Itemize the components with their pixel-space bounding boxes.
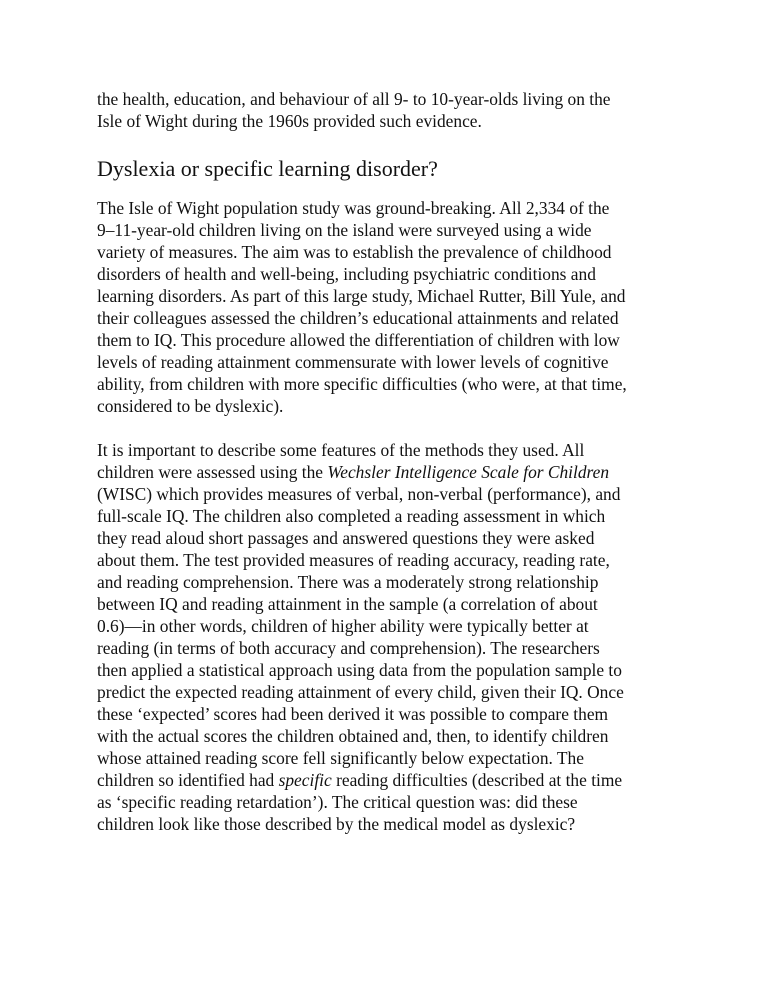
- text-segment: children so identified had: [97, 770, 279, 790]
- text-line: whose attained reading score fell significantly below expectation. The: [97, 748, 584, 768]
- text-line: these ‘expected’ scores had been derived it was possible to compare them: [97, 704, 609, 724]
- text-line: ability, from children with more specific difficulties (who were, at that time,: [97, 374, 627, 394]
- text-line: variety of measures. The aim was to establish the prevalence of childhood: [97, 242, 612, 262]
- text-line: Isle of Wight during the 1960s provided such evidence.: [97, 111, 482, 131]
- text-line: The Isle of Wight population study was ground-breaking. All 2,334 of the: [97, 198, 610, 218]
- text-line: full-scale IQ. The children also completed a reading assessment in which: [97, 506, 606, 526]
- italic-word: specific: [278, 770, 332, 790]
- text-line: they read aloud short passages and answered questions they were asked: [97, 528, 595, 548]
- text-line: the health, education, and behaviour of all 9- to 10-year-olds living on the: [97, 89, 611, 109]
- text-line: [97, 769, 697, 791]
- body-paragraph-2: [97, 439, 697, 835]
- text-line: It is important to describe some features of the methods they used. All: [97, 440, 585, 460]
- text-line: disorders of health and well-being, including psychiatric conditions and: [97, 264, 596, 284]
- section-heading: Dyslexia or specific learning disorder?: [97, 156, 438, 181]
- text-segment: children were assessed using the: [97, 462, 328, 482]
- text-line: levels of reading attainment commensurate with lower levels of cognitive: [97, 352, 609, 372]
- text-line: 9–11-year-old children living on the island were surveyed using a wide: [97, 220, 592, 240]
- body-paragraph-1: [97, 197, 697, 417]
- text-line: considered to be dyslexic).: [97, 396, 284, 416]
- document-page: [97, 88, 697, 835]
- italic-title: Wechsler Intelligence Scale for Children: [327, 462, 610, 482]
- text-line: [97, 461, 697, 483]
- text-line: their colleagues assessed the children’s educational attainments and related: [97, 308, 619, 328]
- text-line: (WISC) which provides measures of verbal, non-verbal (performance), and: [97, 484, 621, 504]
- text-line: then applied a statistical approach using data from the population sample to: [97, 660, 622, 680]
- text-line: about them. The test provided measures of reading accuracy, reading rate,: [97, 550, 610, 570]
- text-line: between IQ and reading attainment in the sample (a correlation of about: [97, 594, 598, 614]
- text-line: learning disorders. As part of this large study, Michael Rutter, Bill Yule, and: [97, 286, 626, 306]
- text-segment: reading difficulties (described at the time: [331, 770, 623, 790]
- text-line: predict the expected reading attainment of every child, given their IQ. Once: [97, 682, 624, 702]
- text-line: reading (in terms of both accuracy and comprehension). The researchers: [97, 638, 600, 658]
- text-line: 0.6)—in other words, children of higher ability were typically better at: [97, 616, 589, 636]
- text-line: with the actual scores the children obtained and, then, to identify children: [97, 726, 609, 746]
- text-line: as ‘specific reading retardation’). The critical question was: did these: [97, 792, 578, 812]
- intro-paragraph: [97, 88, 697, 132]
- text-line: and reading comprehension. There was a moderately strong relationship: [97, 572, 599, 592]
- text-line: children look like those described by the medical model as dyslexic?: [97, 814, 576, 834]
- text-line: them to IQ. This procedure allowed the differentiation of children with low: [97, 330, 620, 350]
